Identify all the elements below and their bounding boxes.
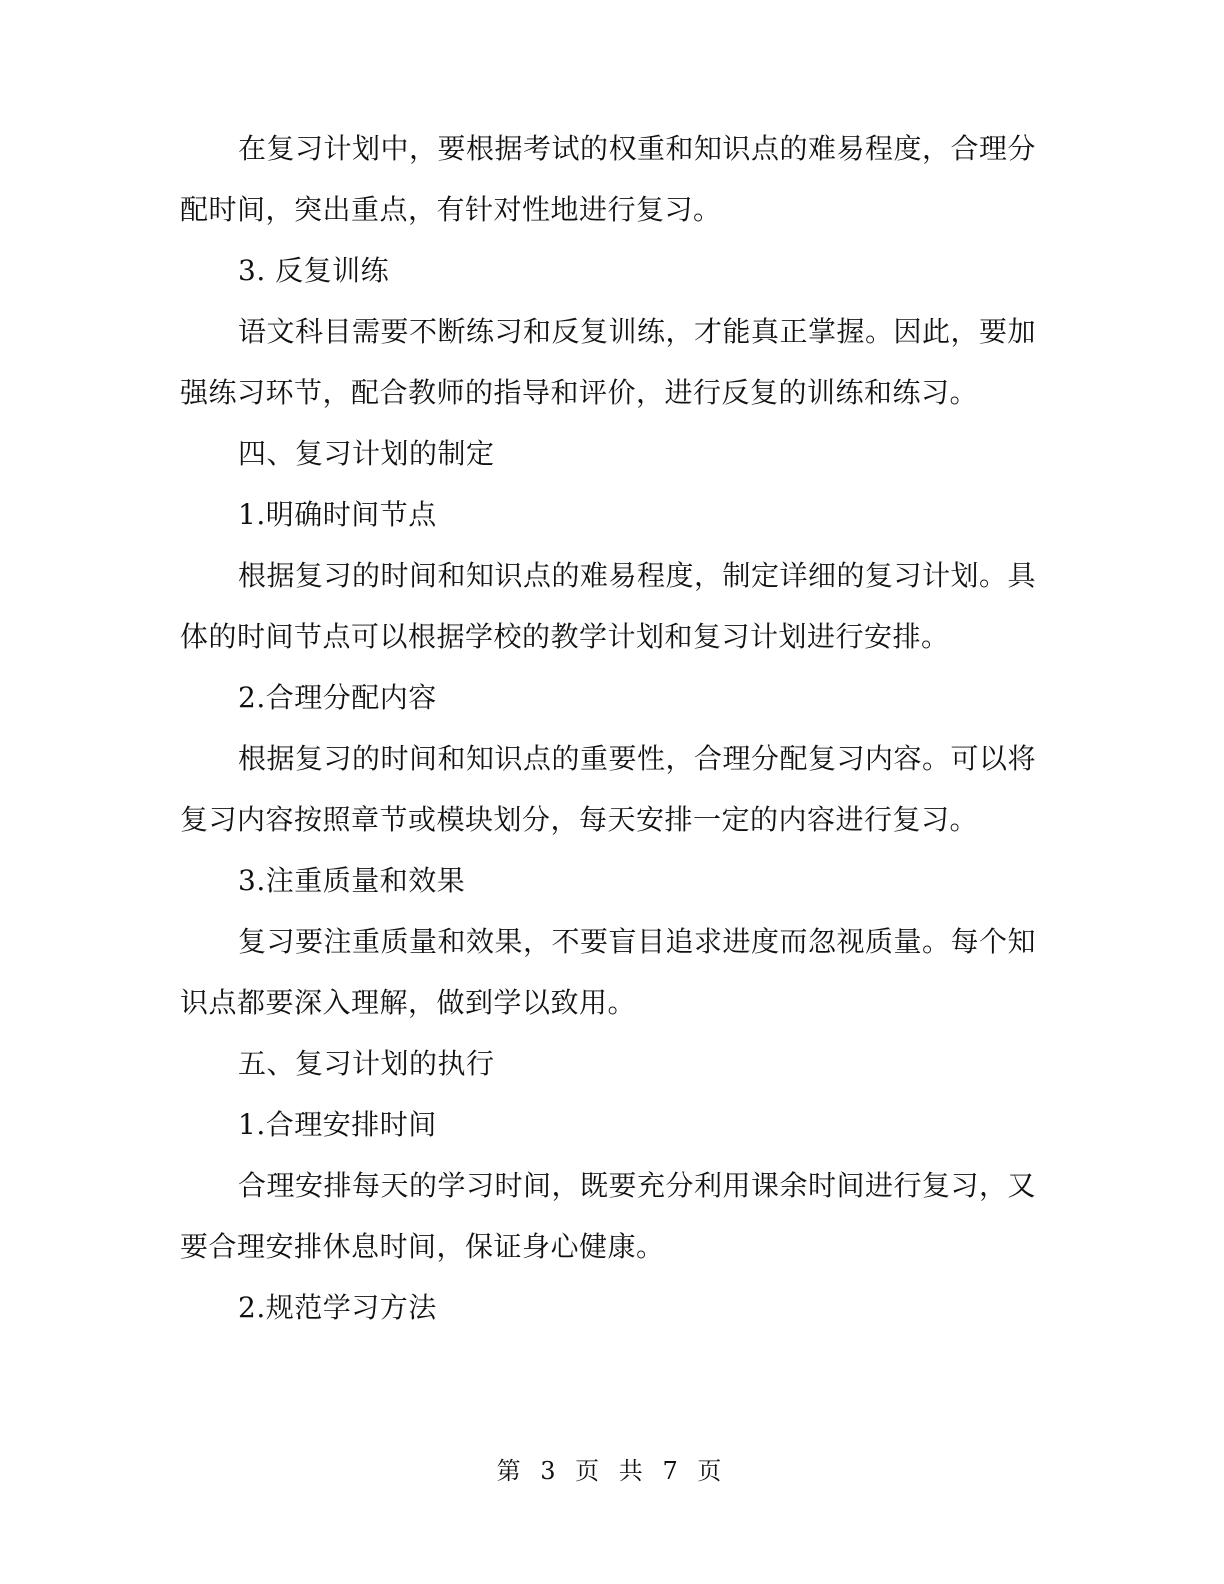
paragraph-line: 强练习环节，配合教师的指导和评价，进行反复的训练和练习。 bbox=[180, 376, 979, 409]
subheading: 3. 反复训练 bbox=[238, 254, 390, 287]
subheading: 2.规范学习方法 bbox=[238, 1291, 437, 1324]
paragraph-line: 要合理安排休息时间，保证身心健康。 bbox=[180, 1230, 665, 1263]
paragraph-line: 根据复习的时间和知识点的难易程度，制定详细的复习计划。具 bbox=[238, 559, 1037, 592]
subheading: 1.合理安排时间 bbox=[238, 1108, 437, 1141]
paragraph-line: 识点都要深入理解，做到学以致用。 bbox=[180, 986, 637, 1019]
paragraph-line: 语文科目需要不断练习和反复训练，才能真正掌握。因此，要加 bbox=[238, 315, 1037, 348]
document-body bbox=[180, 118, 1040, 1338]
page-number-footer: 第 3 页 共 7 页 bbox=[496, 1457, 728, 1485]
paragraph-line: 配时间，突出重点，有针对性地进行复习。 bbox=[180, 193, 722, 226]
paragraph-line: 根据复习的时间和知识点的重要性，合理分配复习内容。可以将 bbox=[238, 742, 1037, 775]
subheading: 1.明确时间节点 bbox=[238, 498, 437, 531]
paragraph-line: 体的时间节点可以根据学校的教学计划和复习计划进行安排。 bbox=[180, 620, 950, 653]
paragraph-line: 复习要注重质量和效果，不要盲目追求进度而忽视质量。每个知 bbox=[238, 925, 1037, 958]
paragraph-line: 复习内容按照章节或模块划分，每天安排一定的内容进行复习。 bbox=[180, 803, 979, 836]
paragraph-line: 合理安排每天的学习时间，既要充分利用课余时间进行复习，又 bbox=[238, 1169, 1037, 1202]
paragraph-line: 在复习计划中，要根据考试的权重和知识点的难易程度，合理分 bbox=[238, 132, 1037, 165]
subheading: 3.注重质量和效果 bbox=[238, 864, 466, 897]
section-heading: 四、复习计划的制定 bbox=[238, 437, 495, 470]
subheading: 2.合理分配内容 bbox=[238, 681, 437, 714]
section-heading: 五、复习计划的执行 bbox=[238, 1047, 495, 1080]
